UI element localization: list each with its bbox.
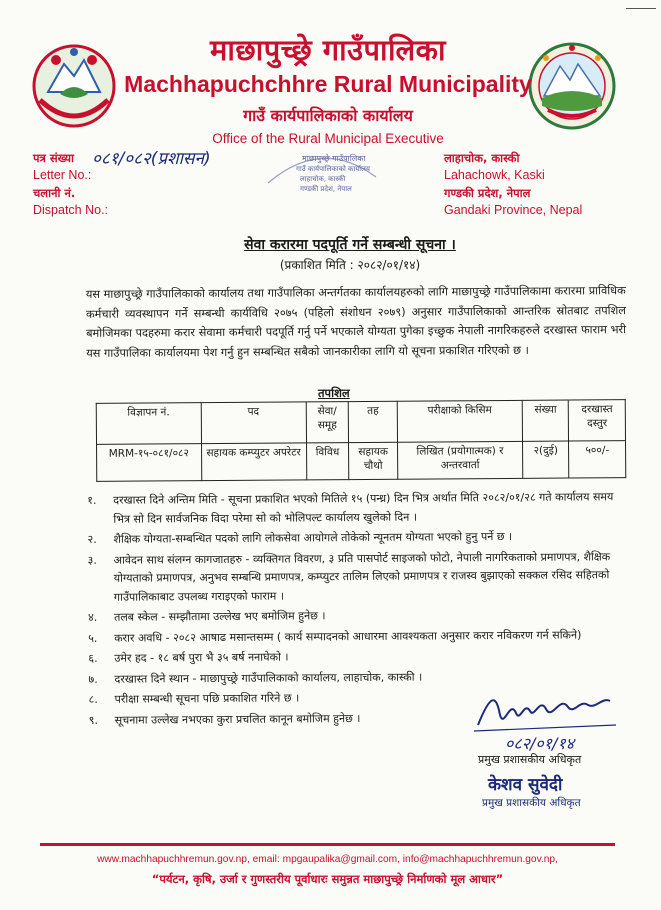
footer-divider xyxy=(40,843,615,846)
table-header-row xyxy=(96,400,625,445)
item-number: ४. xyxy=(87,610,98,624)
item-text: उमेर हद - १८ बर्ष पुरा भै ३५ बर्ष ननाघेको । xyxy=(114,650,289,665)
signatory-title: प्रमुख प्रशासकीय अधिकृत xyxy=(478,753,582,766)
table-cell: ५००/- xyxy=(569,441,626,478)
stamp-line-4: गण्डकी प्रदेश, नेपाल xyxy=(300,185,352,193)
signature-date: ०८२/०१/१४ xyxy=(505,734,575,753)
municipality-name-english: Machhapuchchhre Rural Municipality xyxy=(124,71,532,97)
item-text: तलब स्केल - सम्झौतामा उल्लेख भए बमोजिम हुनेछ । xyxy=(113,609,326,624)
table-cell: लिखित (प्रयोगात्मक) र अन्तरवार्ता xyxy=(397,441,522,479)
item-text: दरखास्त दिने अन्तिम मिति - सूचना प्रकाशित भएको मितिले १५ (पन्ध्र) दिन भित्र अर्थात मिति २०८२/०१/२८ गते कार्यालय समय भित्र सो दिन सार्वजनिक विदा परेमा सो को भोलिपल्ट कार्यालय खुलेको दिन । xyxy=(113,490,614,526)
item-text: परीक्षा सम्बन्धी सूचना पछि प्रकाशित गरिने छ । xyxy=(114,691,300,706)
letter-no-label-english: Letter No.: xyxy=(33,168,92,182)
stamp-line-1: माछापुच्छ्रे गाउँपालिका xyxy=(302,154,366,163)
table-cell: विविध xyxy=(306,443,349,480)
footer-contact: www.machhapuchhremun.gov.np, email: mpgaupalika@gmail.com, info@machhapuchhremun.gov.np, xyxy=(97,854,558,865)
municipality-logo-icon xyxy=(526,40,618,132)
address-nepali: लाहाचोक, कास्की xyxy=(444,151,520,165)
notice-title: सेवा करारमा पदपूर्ति गर्ने सम्बन्धी सूचना । xyxy=(244,237,456,253)
notice-published-date: (प्रकाशित मिति : २०८२/०१/१४) xyxy=(279,258,421,272)
letter-no-handwritten: ०८१/०८२(प्रशासन) xyxy=(92,149,211,169)
item-text: दरखास्त दिने स्थान - माछापुच्छ्रे गाउँपालिकाको कार्यालय, लाहाचोक, कास्की । xyxy=(114,670,423,686)
item-number: ३. xyxy=(87,553,97,567)
vacancy-table xyxy=(96,399,627,482)
dispatch-no-label-nepali: चलानी नं. xyxy=(33,186,76,200)
list-item xyxy=(88,548,633,607)
item-number: ५. xyxy=(88,631,98,645)
table-cell: सहायक कम्प्युटर अपरेटर xyxy=(201,443,306,481)
signatory-name: केशव सुवेदी xyxy=(488,775,563,795)
table-cell: MRM-१५-०८१/०८२ xyxy=(97,444,202,482)
item-text: आवेदन साथ संलग्न कागजातहरु - व्यक्तिगत विवरण, ३ प्रति पासपोर्ट साइजको फोटो, नेपाली नागरिकताको प्रमाणपत्र, शैक्षिक योग्यताको प्रमाणपत्र, अनुभव सम्बन्धि प्रमाणपत्र, कम्प्युटर तालिम लिएको प्रमाणपत्र र राजस्व बुझाएको सक्कल रसिद सहितको गाउँपालिकाबाट उपलब्ध गराइएको फाराम । xyxy=(113,549,611,604)
item-text: शैक्षिक योग्यता-सम्बन्धित पदको लागि लोकसेवा आयोगले तोकेको न्यूनतम योग्यता भएको हुनु पर्ने छ । xyxy=(113,529,513,546)
handwritten-signature xyxy=(470,685,620,735)
notice-body: यस माछापुच्छ्रे गाउँपालिकाको कार्यालय तथा गाउँपालिका अन्तर्गतका कार्यालयहरुको लागि माछापुच्छ्रे गाउँपालिकामा करारमा प्राविधिक कर्मचारी व्यवस्थापन गर्ने सम्बन्धी कार्यविधि २०७५ (पहिलो संशोधन २०७९) अनुसार गाउँपालिकाको आन्तरिक स्रोतबाट तपशिल बमोजिमका पदहरुमा करार सेवामा कर्मचारी पदपूर्ति गर्नु पर्ने भएकाले योग्यता पुगेका इच्छुक नेपाली नागरिकहरुले दरखास्त फाराम भरी यस गाउँपालिका कार्यालयमा पेश गर्नु हुन सम्बन्धित सबैको जानकारीका लागि यो सूचना प्रकाशित गरिएको छ । xyxy=(85,284,627,360)
municipality-name-nepali: माछापुच्छ्रे गाउँपालिका xyxy=(210,33,446,67)
item-number: ८. xyxy=(88,692,98,706)
table-caption: तपशिल xyxy=(318,386,350,400)
list-item xyxy=(88,605,633,627)
item-text: करार अवधि - २०८२ आषाढ मसान्तसम्म ( कार्य सम्पादनको आधारमा आवश्यकता अनुसार करार नविकरण गर्न सकिने) xyxy=(114,627,582,645)
scan-mark xyxy=(626,8,656,9)
item-number: ९. xyxy=(88,713,99,727)
signatory-stamp-title: प्रमुख प्रशासकीय अधिकृत xyxy=(482,797,581,809)
list-item xyxy=(87,488,632,529)
office-name-nepali: गाउँ कार्यपालिकाको कार्यालय xyxy=(243,106,413,125)
column-header: दरखास्त दस्तुर xyxy=(569,400,626,441)
column-header: परीक्षाको किसिम xyxy=(397,400,522,442)
item-number: १. xyxy=(87,493,97,507)
table-row xyxy=(97,441,626,482)
dispatch-no-label-english: Dispatch No.: xyxy=(33,203,109,217)
letter-no-label-nepali: पत्र संख्या xyxy=(33,151,75,165)
column-header: संख्या xyxy=(522,400,569,441)
item-text: सूचनामा उल्लेख नभएका कुरा प्रचलित कानून बमोजिम हुनेछ । xyxy=(114,711,361,727)
stamp-line-2: गाउँ कार्यपालिकाको कार्यालय xyxy=(296,165,370,173)
nepal-emblem-icon xyxy=(30,40,118,132)
item-number: ७. xyxy=(88,672,98,686)
column-header: पद xyxy=(201,402,306,444)
stamp-line-3: लाहाचोक, कास्की xyxy=(300,175,346,183)
table-cell: २(दुई) xyxy=(522,441,569,478)
item-number: ६. xyxy=(88,651,98,665)
column-header: विज्ञापन नं. xyxy=(96,403,201,445)
column-header: तह xyxy=(348,401,397,442)
item-number: २. xyxy=(87,532,97,546)
office-stamp xyxy=(262,143,380,203)
list-item xyxy=(88,646,633,668)
address-english: Lahachowk, Kaski xyxy=(444,168,545,182)
province-english: Gandaki Province, Nepal xyxy=(444,203,583,217)
footer-slogan: “पर्यटन, कृषि, उर्जा र गुणस्तरीय पूर्वाधारः समुन्नत माछापुच्छ्रे निर्माणको मूल आधार” xyxy=(151,872,504,886)
table-cell: सहायक चौथो xyxy=(349,442,398,479)
list-item xyxy=(88,626,633,648)
office-name-english: Office of the Rural Municipal Executive xyxy=(212,131,444,146)
column-header: सेवा/समूह xyxy=(306,402,349,443)
list-item xyxy=(87,527,632,549)
province-nepali: गण्डकी प्रदेश, नेपाल xyxy=(444,186,531,200)
